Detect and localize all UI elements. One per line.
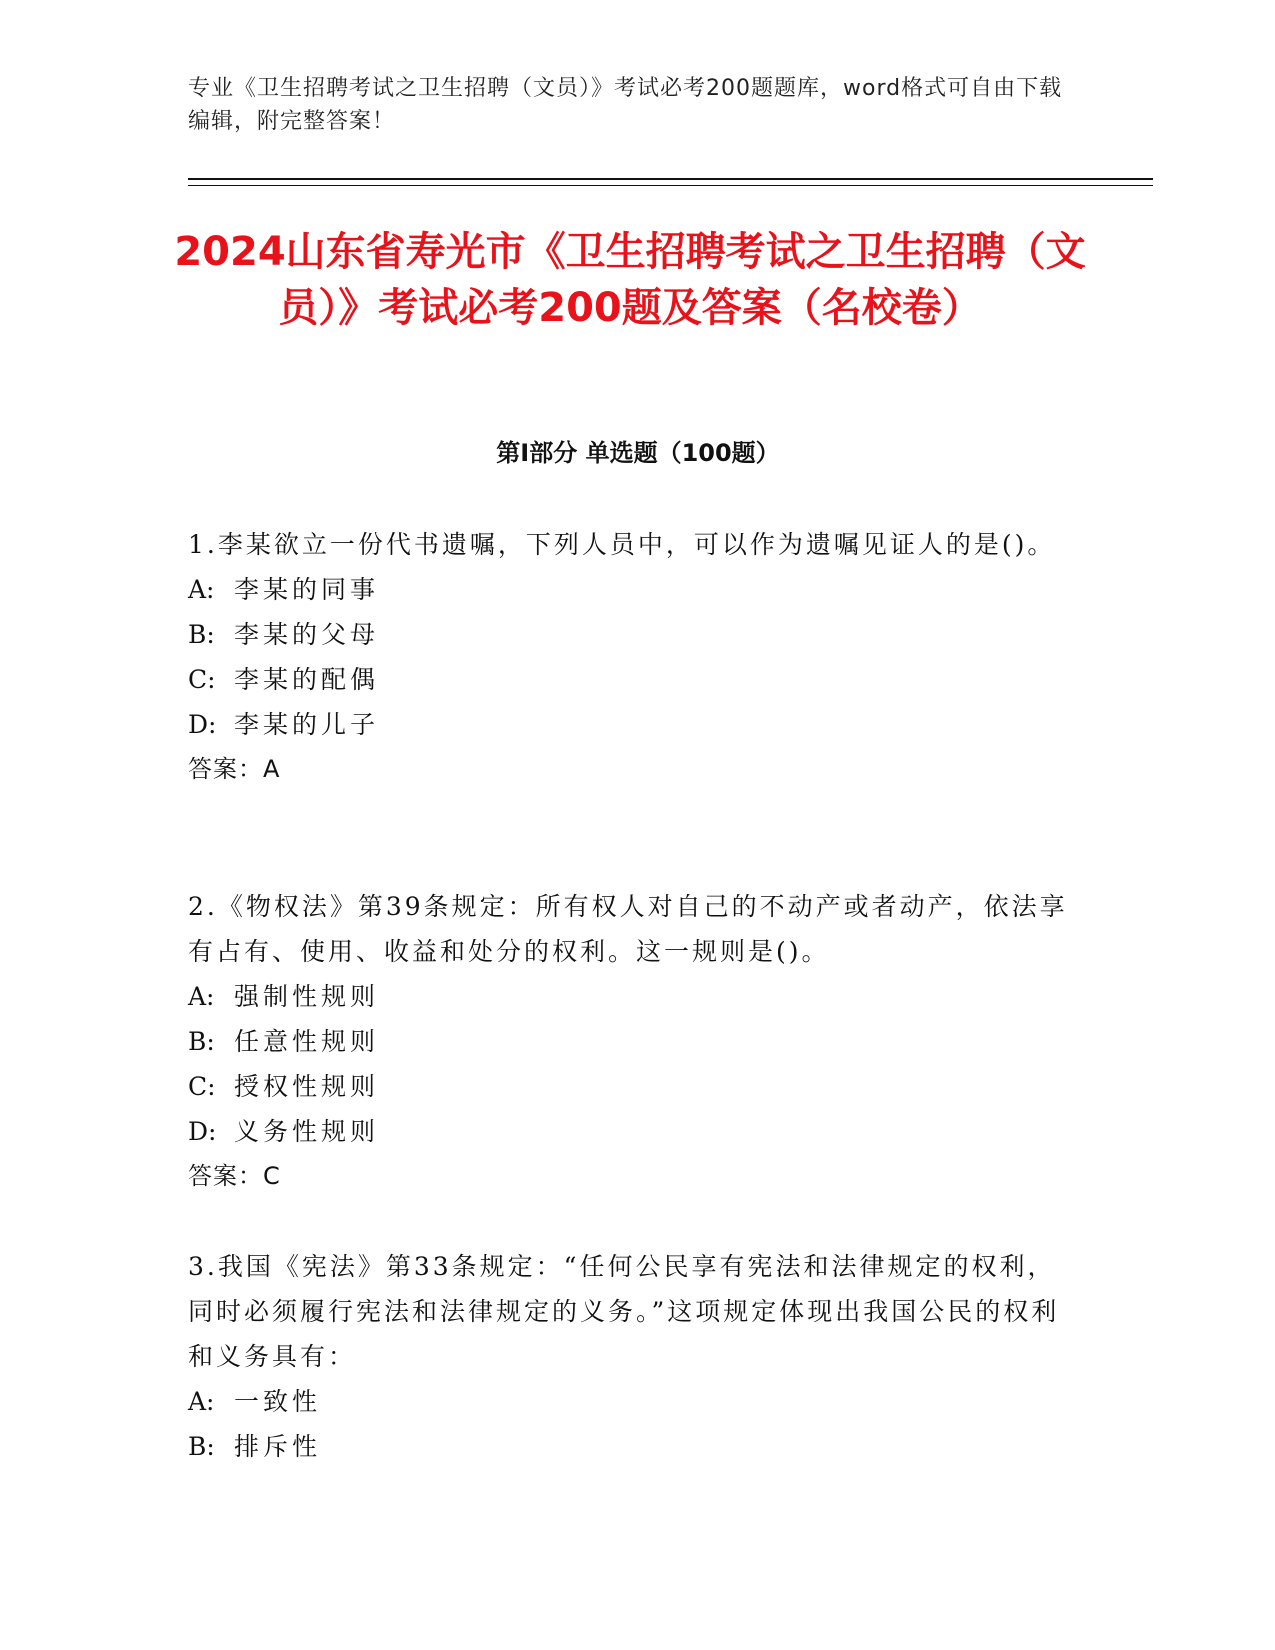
option-letter: B: xyxy=(188,620,215,649)
option-text: 义务性规则 xyxy=(234,1117,380,1146)
option-letter: C: xyxy=(188,665,216,694)
option-a xyxy=(188,1379,1078,1424)
question-2 xyxy=(188,884,1078,1199)
option-b xyxy=(188,612,1078,657)
question-3 xyxy=(188,1244,1078,1469)
option-text: 授权性规则 xyxy=(234,1072,380,1101)
option-text: 李某的父母 xyxy=(234,620,380,649)
header-note: 专业《卫生招聘考试之卫生招聘（文员）》考试必考200题题库，word格式可自由下载编辑，附完整答案！ xyxy=(188,76,1063,134)
question-stem: 1.李某欲立一份代书遗嘱，下列人员中，可以作为遗嘱见证人的是()。 xyxy=(188,530,1056,559)
option-d xyxy=(188,702,1078,747)
option-letter: D: xyxy=(188,1117,217,1146)
option-letter: B: xyxy=(188,1432,215,1461)
option-text: 李某的配偶 xyxy=(234,665,380,694)
option-text: 一致性 xyxy=(234,1387,322,1416)
option-text: 强制性规则 xyxy=(234,982,380,1011)
header-divider-thin xyxy=(188,185,1153,186)
option-letter: D: xyxy=(188,710,217,739)
option-d xyxy=(188,1109,1078,1154)
option-text: 排斥性 xyxy=(234,1432,322,1461)
answer-line: 答案：C xyxy=(188,1162,281,1190)
question-stem: 2.《物权法》第39条规定：所有权人对自己的不动产或者动产，依法享有占有、使用、收益和处分的权利。这一规则是()。 xyxy=(188,892,1068,966)
question-1 xyxy=(188,522,1078,792)
option-letter: C: xyxy=(188,1072,216,1101)
option-c xyxy=(188,657,1078,702)
option-a xyxy=(188,567,1078,612)
section-title: 第I部分 单选题（100题） xyxy=(496,439,780,467)
option-a xyxy=(188,974,1078,1019)
question-stem: 3.我国《宪法》第33条规定：“任何公民享有宪法和法律规定的权利，同时必须履行宪法和法律规定的义务。”这项规定体现出我国公民的权利和义务具有： xyxy=(188,1252,1060,1371)
option-letter: B: xyxy=(188,1027,215,1056)
header-divider-thick xyxy=(188,178,1153,180)
option-text: 李某的儿子 xyxy=(234,710,380,739)
option-c xyxy=(188,1064,1078,1109)
option-text: 李某的同事 xyxy=(234,575,380,604)
document-title: 2024山东省寿光市《卫生招聘考试之卫生招聘（文员）》考试必考200题及答案（名校卷） xyxy=(174,229,1086,331)
option-letter: A: xyxy=(188,982,215,1011)
option-letter: A: xyxy=(188,575,215,604)
option-b xyxy=(188,1424,1078,1469)
option-b xyxy=(188,1019,1078,1064)
answer-line: 答案：A xyxy=(188,755,281,783)
option-letter: A: xyxy=(188,1387,215,1416)
option-text: 任意性规则 xyxy=(234,1027,380,1056)
